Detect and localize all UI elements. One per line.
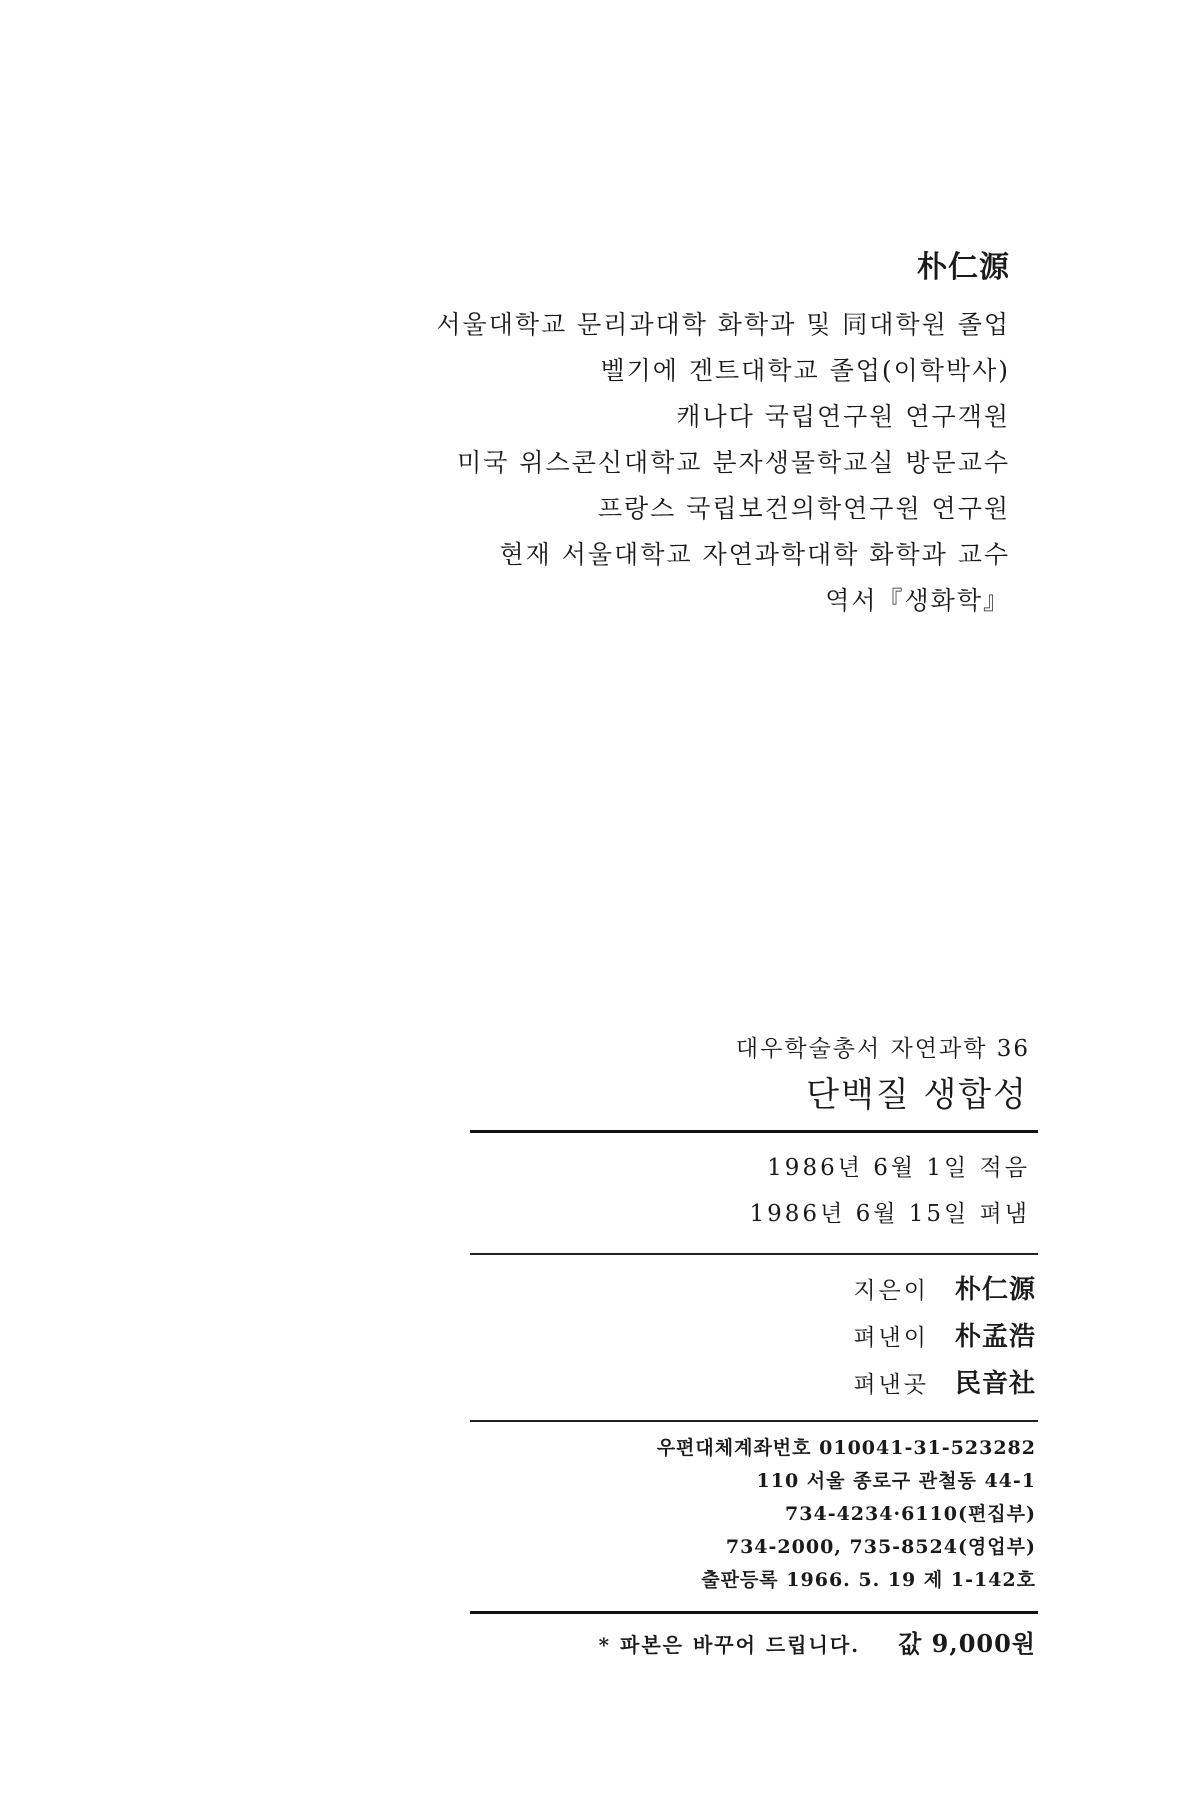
info-line: 우편대체계좌번호 010041-31-523282 xyxy=(656,1437,1036,1459)
credits xyxy=(470,1255,1038,1420)
credit-row-author xyxy=(470,1267,1038,1314)
price: 값 9,000원 xyxy=(898,1629,1036,1658)
defect-notice: * 파본은 바꾸어 드립니다. xyxy=(598,1633,861,1657)
credit-value: 朴仁源 xyxy=(954,1275,1036,1305)
publisher-info xyxy=(470,1422,1038,1611)
written-date: 1986년 6월 1일 적음 xyxy=(767,1155,1030,1181)
series-name: 대우학술총서 자연과학 36 xyxy=(735,1036,1030,1062)
author-block xyxy=(290,248,1010,624)
credit-value: 民音社 xyxy=(954,1369,1036,1399)
bio-line: 서울대학교 문리과대학 화학과 및 同대학원 졸업 xyxy=(436,310,1010,339)
info-line: 734-4234·6110(편집부) xyxy=(785,1503,1036,1525)
bio-line: 캐나다 국립연구원 연구객원 xyxy=(676,402,1010,431)
colophon xyxy=(470,1030,1038,1659)
bio-line: 미국 위스콘신대학교 분자생물학교실 방문교수 xyxy=(457,448,1010,477)
publication-dates xyxy=(470,1133,1038,1253)
bio-line: 벨기에 겐트대학교 졸업(이학박사) xyxy=(600,356,1010,385)
credit-label: 지은이 xyxy=(853,1278,929,1304)
bio-line: 역서『생화학』 xyxy=(825,586,1010,615)
credit-row-press xyxy=(470,1361,1038,1408)
info-line: 734-2000, 735-8524(영업부) xyxy=(725,1536,1036,1558)
footer-row xyxy=(470,1614,1038,1659)
published-date: 1986년 6월 15일 펴냄 xyxy=(749,1201,1030,1227)
book-title: 단백질 생합성 xyxy=(806,1075,1028,1115)
credit-label: 펴낸이 xyxy=(853,1325,929,1351)
author-name: 朴仁源 xyxy=(917,250,1010,285)
credit-row-publisher xyxy=(470,1314,1038,1361)
bio-line: 현재 서울대학교 자연과학대학 화학과 교수 xyxy=(499,540,1010,569)
credit-label: 펴낸곳 xyxy=(853,1372,929,1398)
info-line: 출판등록 1966. 5. 19 제 1-142호 xyxy=(701,1569,1036,1591)
credit-value: 朴孟浩 xyxy=(954,1322,1036,1352)
bio-line: 프랑스 국립보건의학연구원 연구원 xyxy=(597,494,1010,523)
info-line: 110 서울 종로구 관철동 44-1 xyxy=(756,1470,1036,1492)
